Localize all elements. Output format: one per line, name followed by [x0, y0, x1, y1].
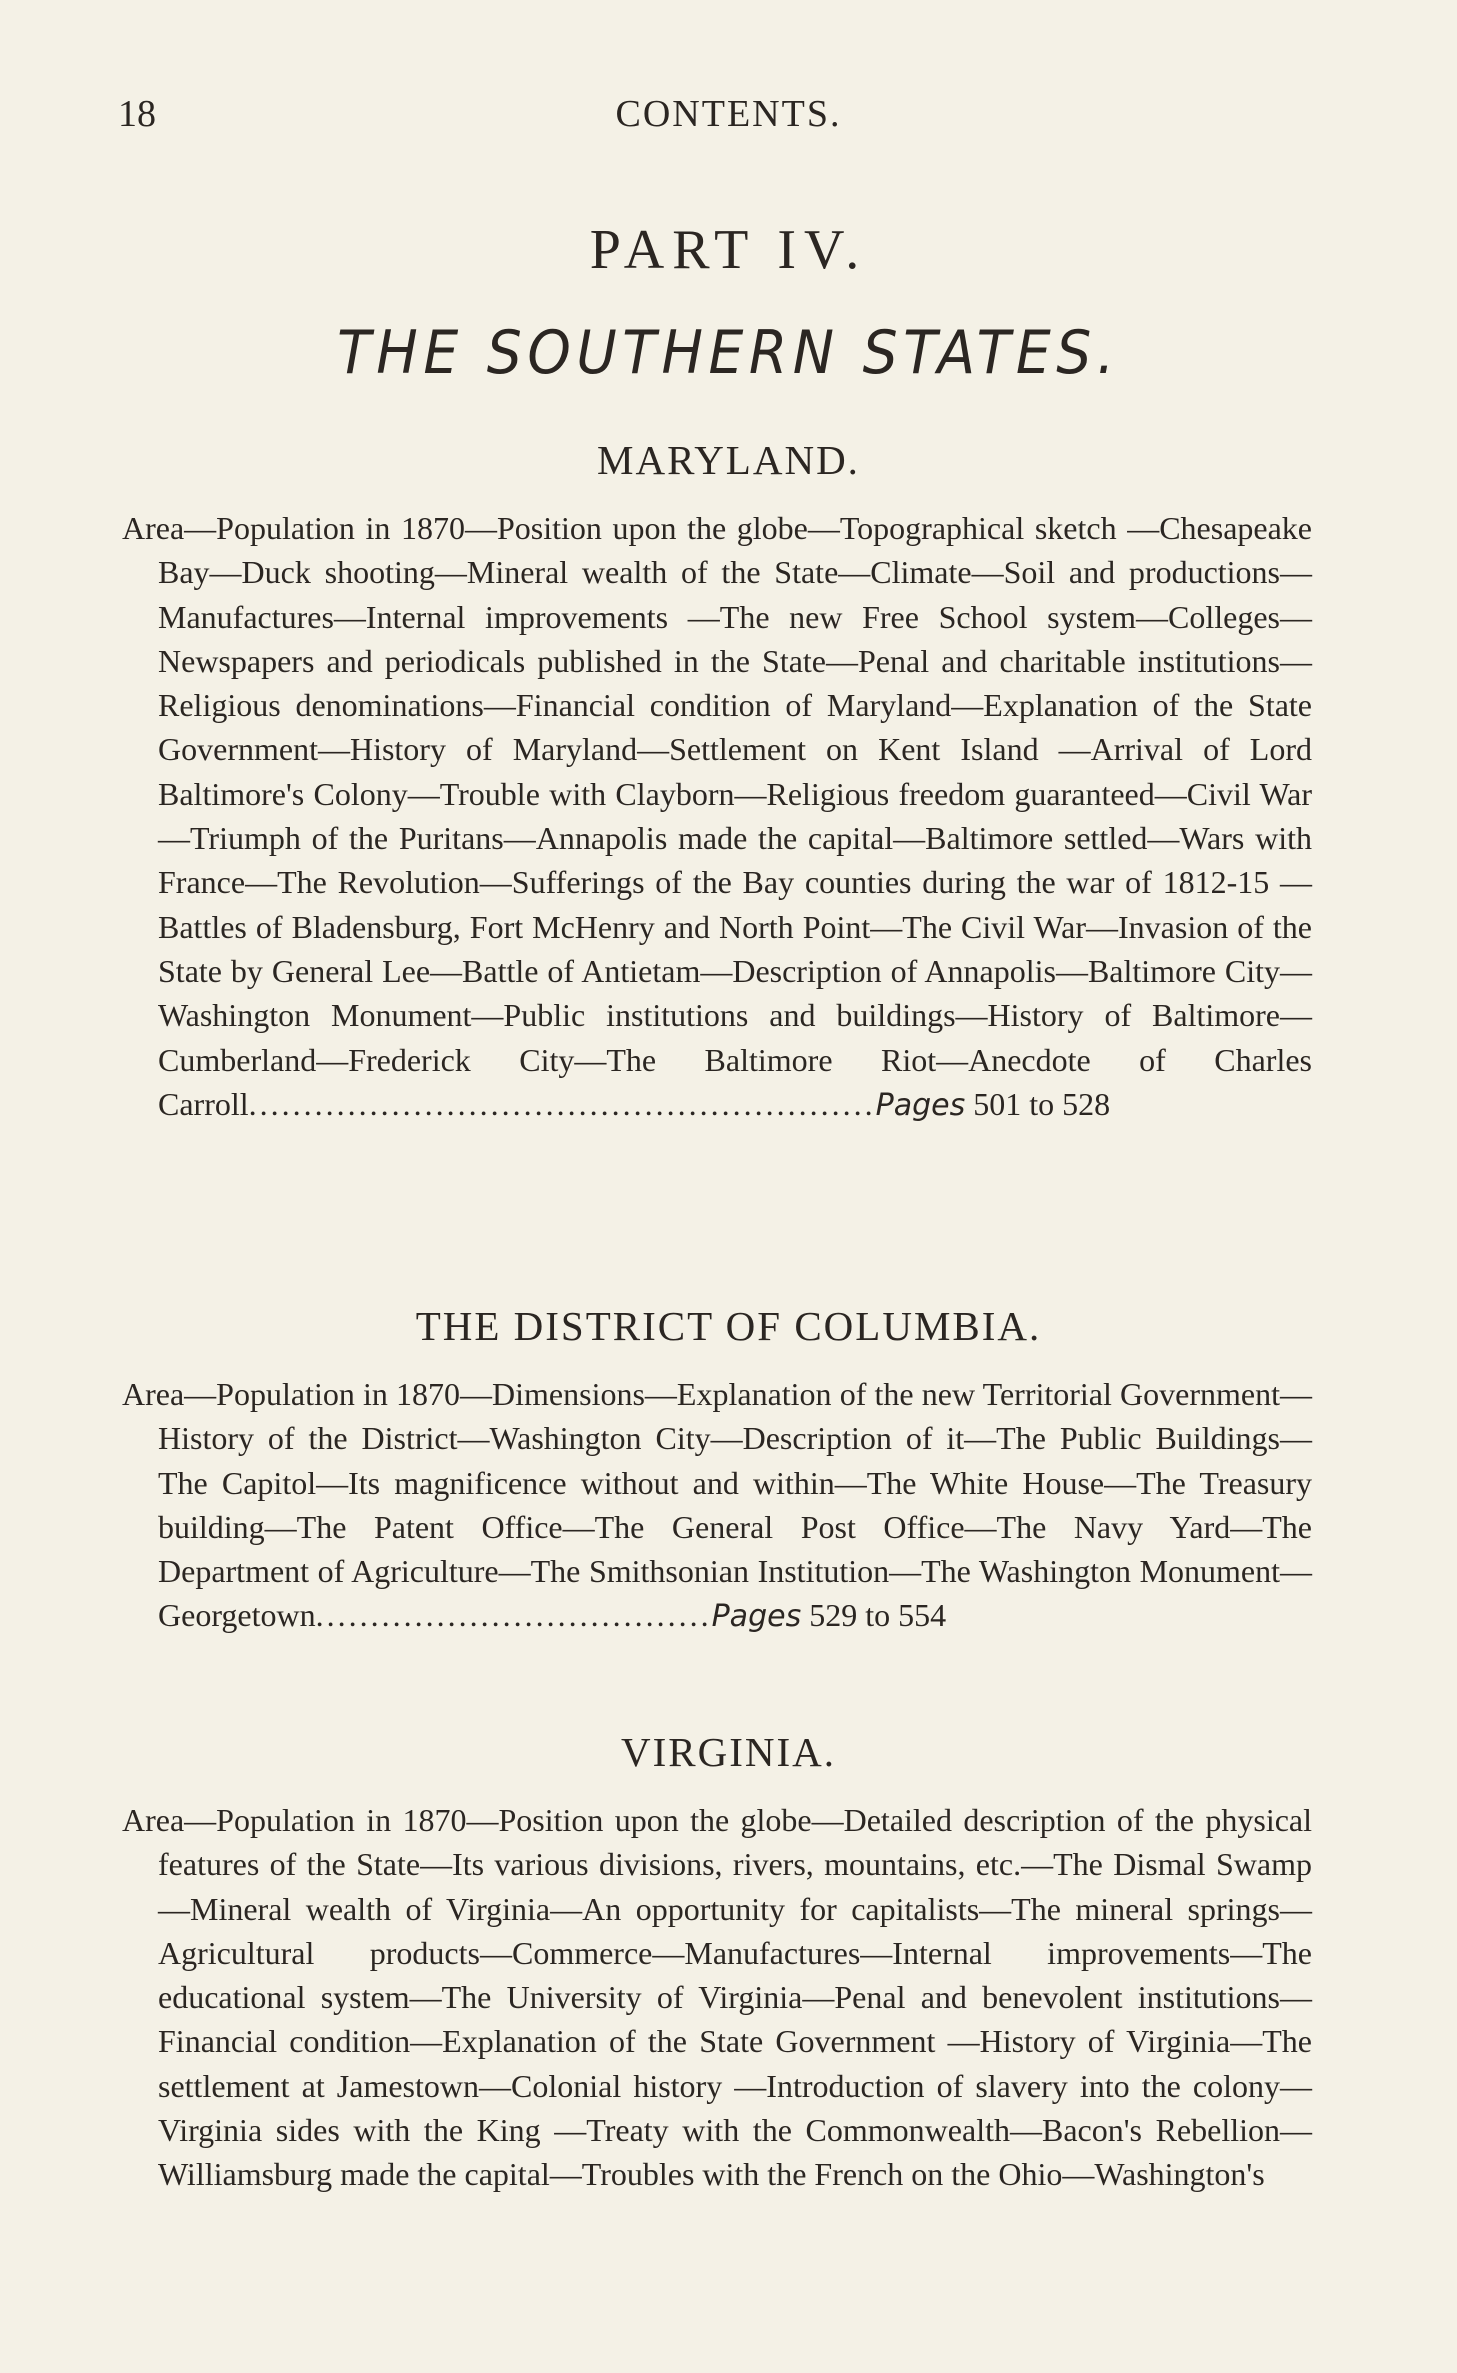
pages-label: Pages: [711, 1599, 802, 1635]
pages-range: 501 to 528: [973, 1085, 1111, 1122]
dot-leader: .........................................................: [248, 1085, 876, 1122]
running-head: [118, 92, 1339, 142]
pages-label: Pages: [875, 1087, 966, 1123]
part-heading: PART IV.: [589, 219, 868, 281]
section-text: Area—Population in 1870—Position upon the globe—Detailed description of the physical features of the State—Its various divisions, rivers, mountains, etc.—The Dismal Swamp—Mineral wealth of Virginia—An opportunity for capitalists—The mineral springs—Agricultural products—Commerce—Manufactures—Internal improvements—The educational system—The University of Virginia—Penal and benevolent institutions—Financial condition—Explanation of the State Government —History of Virginia—The settlement at Jamestown—Colonial history —Introduction of slavery into the colony—Virginia sides with the King —Treaty with the Commonwealth—Bacon's Rebellion—Williamsburg made the capital—Troubles with the French on the Ohio—Washington's: [122, 1802, 1312, 2193]
section-text: Area—Population in 1870—Dimensions—Explanation of the new Territorial Government—History of the District—Washington City—Description of it—The Public Buildings—The Capitol—Its magnificence without and within—The White House—The Treasury building—The Patent Office—The General Post Office—The Navy Yard—The Department of Agriculture—The Smithsonian Institution—The Washington Monument—Georgetown: [122, 1376, 1312, 1634]
part-title: THE SOUTHERN STATES.: [337, 318, 1120, 388]
section-entry-virginia: [122, 1798, 1312, 2197]
page-number: 18: [118, 93, 156, 135]
section-entry-maryland: [122, 506, 1312, 1128]
section-text: Area—Population in 1870—Position upon the globe—Topographical sketch —Chesapeake Bay—Duck shooting—Mineral wealth of the State—Climate—Soil and productions—Manufactures—Internal improvements —The new Free School system—Colleges—Newspapers and periodicals published in the State—Penal and charitable institutions—Religious denominations—Financial condition of Maryland—Explanation of the State Government—History of Maryland—Settlement on Kent Island —Arrival of Lord Baltimore's Colony—Trouble with Clayborn—Religious freedom guaranteed—Civil War—Triumph of the Puritans—Annapolis made the capital—Baltimore settled—Wars with France—The Revolution—Sufferings of the Bay counties during the war of 1812-15 —Battles of Bladensburg, Fort McHenry and North Point—The Civil War—Invasion of the State by General Lee—Battle of Antietam—Description of Annapolis—Baltimore City—Washington Monument—Public institutions and buildings—History of Baltimore—Cumberland—Frederick City—The Baltimore Riot—Anecdote of Charles Carroll: [122, 510, 1312, 1122]
section-title-district-of-columbia: THE DISTRICT OF COLUMBIA.: [415, 1303, 1042, 1349]
section-title-virginia: VIRGINIA.: [621, 1729, 836, 1775]
dot-leader: ....................................: [315, 1597, 712, 1634]
section-entry-district-of-columbia: [122, 1372, 1312, 1640]
running-title: CONTENTS.: [615, 93, 842, 135]
pages-range: 529 to 554: [809, 1597, 947, 1634]
section-title-maryland: MARYLAND.: [597, 437, 860, 483]
